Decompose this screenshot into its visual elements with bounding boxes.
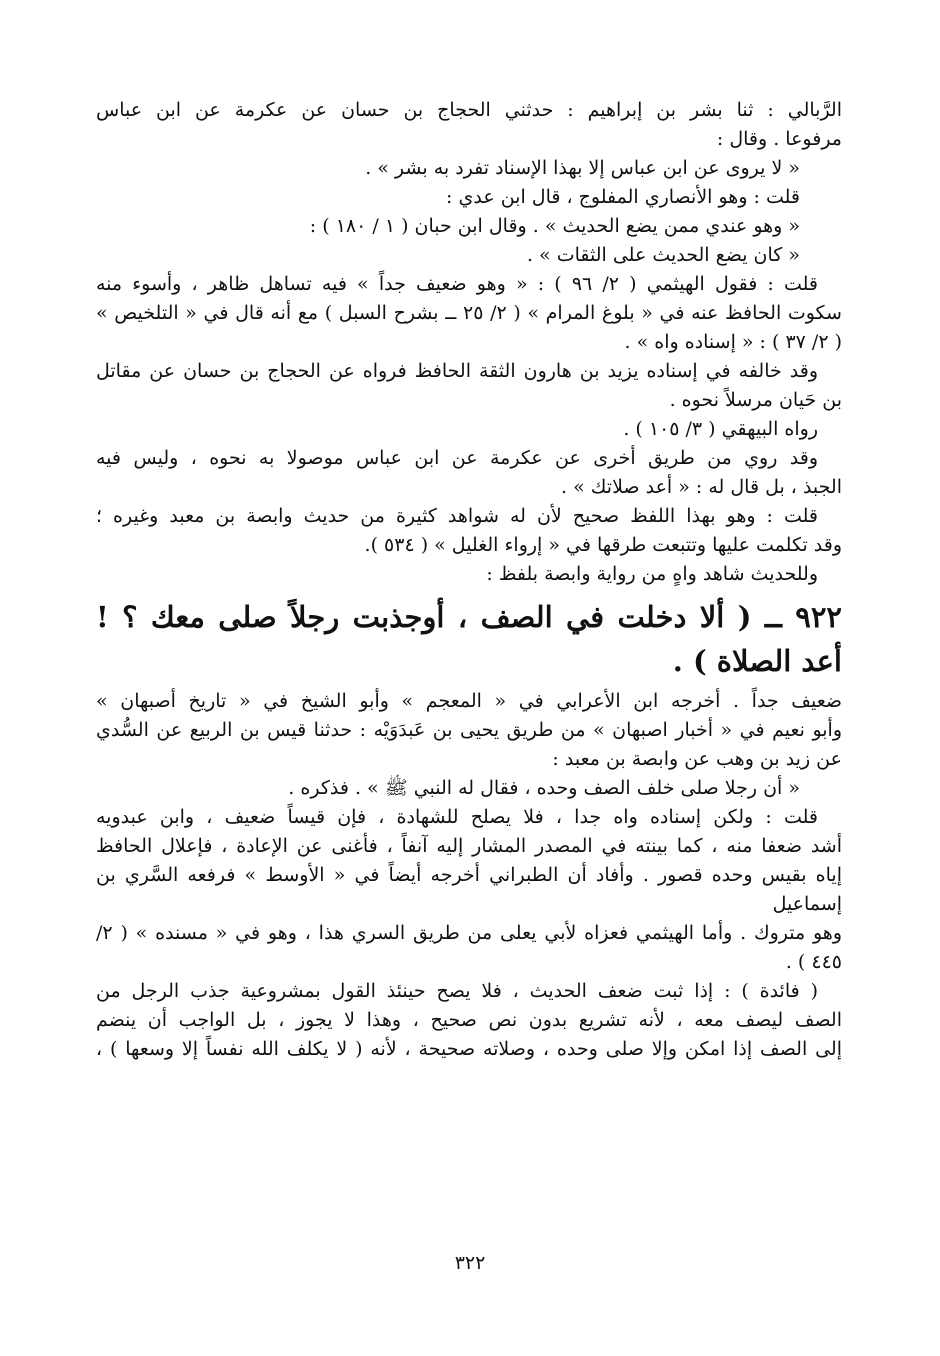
paragraph [96, 415, 842, 444]
text-line: « أن رجلا صلى خلف الصف وحده ، فقال له النبي ﷺ » . فذكره . [288, 777, 800, 799]
text-line: قلت : وهو بهذا اللفظ صحيح لأن له شواهد كثيرة من حديث وابصة بن معبد وغيره ؛ [96, 505, 818, 527]
hadith-heading [96, 595, 842, 683]
quote-line [96, 212, 842, 241]
text-line: ( فائدة ) : إذا ثبت ضعف الحديث ، فلا يصح حينئذ القول بمشروعية جذب الرجل من [96, 980, 818, 1002]
text-line: وللحديث شاهد واهٍ من رواية وابصة بلفظ : [486, 563, 818, 585]
text-line: وقد خالفه في إسناده يزيد بن هارون الثقة الحافظ فرواه عن الحجاج بن حسان عن مقاتل [96, 360, 818, 382]
text-line: قلت : فقول الهيثمي ( ٢/ ٩٦ ) : « وهو ضعيف جداً » فيه تساهل ظاهر ، وأسوء منه [96, 273, 818, 295]
paragraph [96, 183, 842, 212]
text-line: عن زيد بن وهب عن وابصة بن معبد : [552, 748, 842, 770]
text-line: « وهو عندي ممن يضع الحديث » . وقال ابن حبان ( ١ / ١٨٠ ) : [309, 215, 800, 237]
text-line: إياه بقيس وحده قصور . وأفاد أن الطبراني أخرجه أيضاً في « الأوسط » فرفعه السَّري بن إسماعيل [96, 864, 842, 915]
text-line: الرَّبالي : ثنا بشر بن إبراهيم : حدثني الحجاج بن حسان عن عكرمة عن ابن عباس [96, 99, 842, 121]
paragraph [96, 560, 842, 589]
paragraph [96, 977, 842, 1064]
paragraph [96, 96, 842, 154]
text-line: إلى الصف إذا امكن وإلا صلى وحده ، وصلاته صحيحة ، لأنه ( لا يكلف الله نفساً إلا وسعها ) ، [96, 1038, 842, 1060]
text-line: وقد روي من طريق أخرى عن عكرمة عن ابن عباس موصولا به نحوه ، وليس فيه [96, 447, 818, 469]
heading-line: أعد الصلاة ) . [672, 644, 842, 678]
text-line: بن حَيان مرسلاً نحوه . [669, 389, 842, 411]
quote-line [96, 154, 842, 183]
text-line: مرفوعا . وقال : [716, 128, 842, 150]
quote-line [96, 241, 842, 270]
text-line: الجبذ ، بل قال له : « أعد صلاتك » . [561, 476, 842, 498]
quote-line [96, 774, 842, 803]
text-line: « لا يروى عن ابن عباس إلا بهذا الإسناد تفرد به بشر » . [365, 157, 800, 179]
text-line: وهو متروك . وأما الهيثمي فعزاه لأبي يعلى من طريق السري هذا ، وهو في « مسنده » ( ٢/ ٤٤٥ ) . [96, 922, 842, 973]
heading-line: ٩٢٢ ــ ( ألا دخلت في الصف ، أوجذبت رجلاً صلى معك ؟ ! [96, 600, 842, 634]
paragraph [96, 444, 842, 502]
text-line: أشد ضعفا منه ، كما بينته في المصدر المشار إليه آنفاً ، فأغنى عن الإعادة ، فإعلال الحافظ [96, 835, 842, 857]
text-line: سكوت الحافظ عنه في « بلوغ المرام » ( ٢/ ٢٥ ــ بشرح السبل ) مع أنه قال في « التلخيص » [96, 302, 842, 324]
paragraph [96, 502, 842, 560]
text-line: رواه البيهقي ( ٣/ ١٠٥ ) . [623, 418, 818, 440]
text-line: « كان يضع الحديث على الثقات » . [526, 244, 800, 266]
text-line: الصف ليصف معه ، لأنه تشريع بدون نص صحيح ، وهذا لا يجوز ، بل الواجب أن ينضم [96, 1009, 842, 1031]
text-line: قلت : وهو الأنصاري المفلوج ، قال ابن عدي : [446, 186, 800, 208]
main-text [96, 96, 842, 1064]
paragraph [96, 687, 842, 774]
text-line: وأبو نعيم في « أخبار اصبهان » من طريق يحيى بن عَبدَوَيْه : حدثنا قيس بن الربيع عن السُّدي [96, 719, 842, 741]
page-number: ٣٢٢ [454, 1252, 486, 1274]
text-line: وقد تكلمت عليها وتتبعت طرقها في « إرواء الغليل » ( ٥٣٤ ). [364, 534, 842, 556]
text-line: ( ٢/ ٣٧ ) : « إسناده واه » . [624, 331, 842, 353]
paragraph [96, 357, 842, 415]
paragraph [96, 803, 842, 977]
text-line: قلت : ولكن إسناده واه جدا ، فلا يصلح للشهادة ، فإن قيساً ضعيف ، وابن عبدويه [96, 806, 818, 828]
text-line: ضعيف جداً . أخرجه ابن الأعرابي في « المعجم » وأبو الشيخ في « تاريخ أصبهان » [96, 690, 842, 712]
paragraph [96, 270, 842, 357]
